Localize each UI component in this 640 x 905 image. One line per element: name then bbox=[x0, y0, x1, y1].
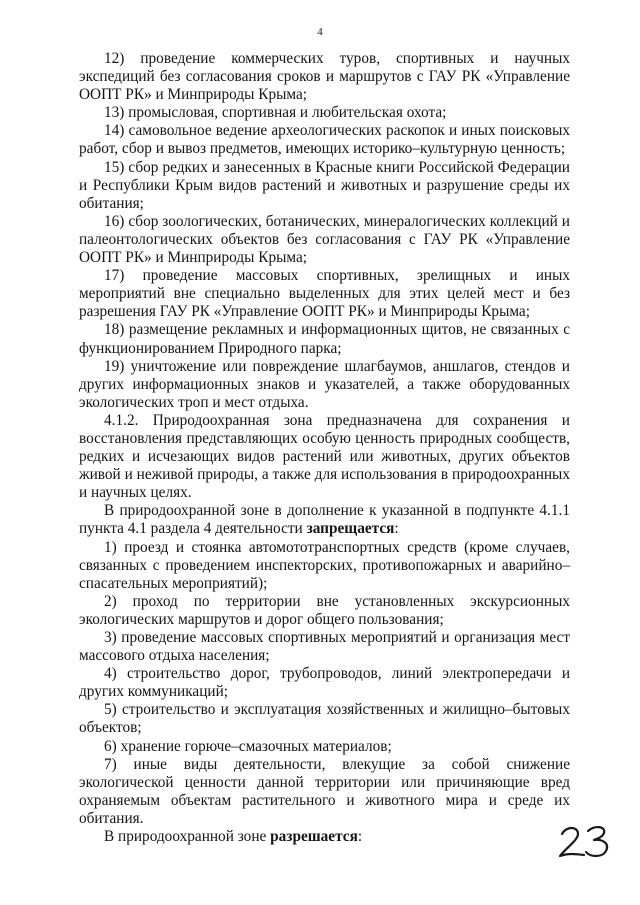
allowed-intro bbox=[79, 828, 570, 846]
restriction-item-5: 5) строительство и эксплуатация хозяйственных и жилищно–бытовых объектов; bbox=[79, 701, 570, 737]
paragraph-item-12: 12) проведение коммерческих туров, спортивных и научных экспедиций без согласования сроков и маршрутов с ГАУ РК «Управление ООПТ РК» и Минприроды Крыма; bbox=[79, 50, 570, 104]
paragraph-item-17: 17) проведение массовых спортивных, зрелищных и иных мероприятий вне специально выделенных для этих целей мест и без разрешения ГАУ РК «Управление ООПТ РК» и Минприроды Крыма; bbox=[79, 267, 570, 321]
restriction-item-7: 7) иные виды деятельности, влекущие за собой снижение экологической ценности данной территории или причиняющие вред охраняемым объектам растительного и животного мира и среде их обитания. bbox=[79, 755, 570, 827]
paragraph-item-13: 13) промысловая, спортивная и любительская охота; bbox=[104, 104, 447, 122]
paragraph-item-15: 15) сбор редких и занесенных в Красные книги Российской Федерации и Республики Крым видов растений и животных и разрушение среды их обитания; bbox=[79, 158, 570, 212]
restriction-intro bbox=[79, 502, 570, 538]
restriction-intro-end: : bbox=[394, 520, 399, 538]
restriction-item-4: 4) строительство дорог, трубопроводов, линий электропередачи и других коммуникаций; bbox=[79, 665, 570, 701]
restriction-item-3: 3) проведение массовых спортивных мероприятий и организация мест массового отдыха населения; bbox=[79, 629, 570, 665]
paragraph-item-19: 19) уничтожение или повреждение шлагбаумов, аншлагов, стендов и других информационных знаков и указателей, а также оборудованных экологических троп и мест отдыха. bbox=[79, 357, 570, 411]
paragraph-item-14: 14) самовольное ведение археологических раскопок и иных поисковых работ, сбор и вывоз предметов, имеющих историко–культурную ценность; bbox=[79, 122, 570, 158]
page-number: 4 bbox=[317, 26, 323, 38]
paragraph-item-18: 18) размещение рекламных и информационных щитов, не связанных с функционированием Природного парка; bbox=[79, 321, 570, 357]
restriction-intro-bold: запрещается bbox=[306, 520, 395, 538]
document-body bbox=[79, 50, 570, 846]
handwritten-page-note bbox=[556, 822, 616, 862]
handwritten-23-mark bbox=[556, 822, 616, 862]
allowed-intro-bold: разрешается bbox=[270, 828, 358, 846]
allowed-intro-end: : bbox=[357, 828, 363, 846]
restriction-item-2: 2) проход по территории вне установленных экскурсионных экологических маршрутов и дорог общего пользования; bbox=[79, 592, 570, 628]
section-4-1-2-paragraph: 4.1.2. Природоохранная зона предназначена для сохранения и восстановления представляющих особую ценность природных сообществ, редких и исчезающих видов растений или животных, других объектов живой и неживой природы, а также для использования в природоохранных и научных целях. bbox=[79, 411, 570, 502]
paragraph-item-16: 16) сбор зоологических, ботанических, минералогических коллекций и палеонтологических объектов без согласования с ГАУ РК «Управление ООПТ РК» и Минприроды Крыма; bbox=[79, 212, 570, 267]
restriction-item-6: 6) хранение горюче–смазочных материалов; bbox=[104, 737, 392, 755]
allowed-intro-text: В природоохранной зоне bbox=[104, 828, 267, 846]
restriction-intro-text: В природоохранной зоне в дополнение к указанной в подпункте 4.1.1 пункта 4.1 раздела 4 деятельности bbox=[79, 502, 570, 538]
restriction-item-1: 1) проезд и стоянка автомототранспортных средств (кроме случаев, связанных с проведением инспекторских, противопожарных и аварийно–спасательных мероприятий); bbox=[79, 538, 570, 592]
